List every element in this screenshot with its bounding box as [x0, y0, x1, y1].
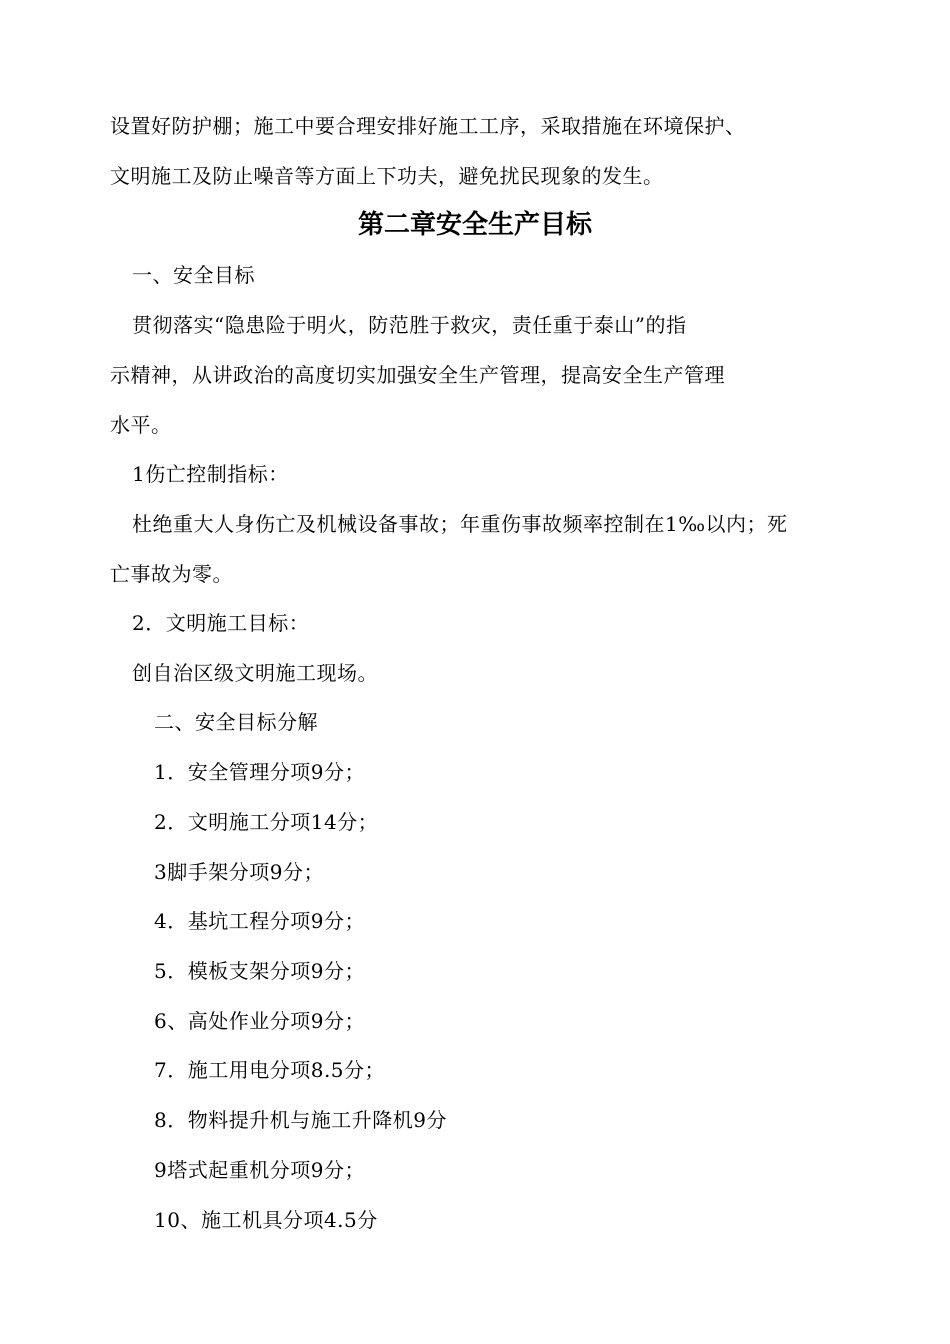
section1-para-line-2: 示精神，从讲政治的高度切实加强安全生产管理，提高安全生产管理: [110, 363, 725, 387]
list-item: 7．施工用电分项8.5分；: [154, 1058, 386, 1082]
intro-line-2: 文明施工及防止噪音等方面上下功夫，避免扰民现象的发生。: [110, 164, 664, 188]
section1-heading: 一、安全目标: [132, 263, 255, 287]
item1-heading: 1伤亡控制指标：: [132, 462, 289, 486]
item1-line-2: 亡事故为零。: [110, 562, 233, 586]
list-item: 6、高处作业分项9分；: [154, 1009, 365, 1033]
list-item: 3脚手架分项9分；: [154, 860, 324, 884]
item2-heading: 2．文明施工目标：: [132, 611, 310, 635]
chapter-title: 第二章安全生产目标: [357, 210, 592, 240]
list-item: 4．基坑工程分项9分；: [154, 909, 365, 933]
list-item: 2．文明施工分项14分；: [154, 810, 379, 834]
section1-para-line-1: 贯彻落实“隐患险于明火，防范胜于救灾，责任重于泰山”的指: [132, 313, 687, 337]
list-item: 9塔式起重机分项9分；: [154, 1158, 365, 1182]
intro-line-1: 设置好防护棚；施工中要合理安排好施工工序，采取措施在环境保护、: [110, 114, 746, 138]
list-item: 5．模板支架分项9分；: [154, 959, 365, 983]
section1-para-line-3: 水平。: [110, 413, 172, 437]
list-item: 1．安全管理分项9分；: [154, 760, 365, 784]
section2-heading: 二、安全目标分解: [154, 710, 318, 734]
item2-text: 创自治区级文明施工现场。: [132, 661, 378, 685]
list-item: 10、施工机具分项4.5分: [154, 1208, 378, 1232]
list-item: 8．物料提升机与施工升降机9分: [154, 1108, 447, 1132]
item1-line-1: 杜绝重大人身伤亡及机械设备事故；年重伤事故频率控制在1‰以内；死: [132, 512, 788, 536]
